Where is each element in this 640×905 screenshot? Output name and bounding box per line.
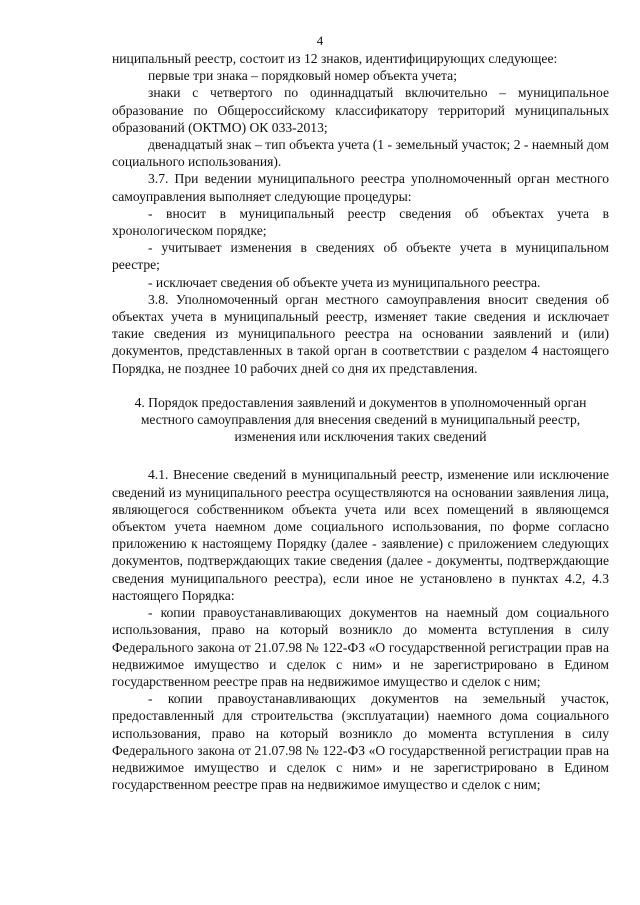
paragraph-4-1: 4.1. Внесение сведений в муниципальный реестр, изменение или исключение сведений из муниципального реестра осуществляются на основании заявления лица, являющегося собственником объекта учета или всех помещений в являющемся объектом учета наемном доме социального использования, по форме согласно приложению к настоящему Порядку (далее - заявление) с приложением следующих документов, подтверждающих такие сведения (далее - документы, подтверждающие сведения муниципального реестра), если иное не установлено в пунктах 4.2, 4.3 настоящего Порядка: bbox=[112, 467, 609, 603]
spacer bbox=[112, 445, 609, 466]
list-item: - учитывает изменения в сведениях об объекте учета в муниципальном реестре; bbox=[112, 240, 609, 273]
section-heading: 4. Порядок предоставления заявлений и документов в уполномоченный орган местного самоуправления для внесения сведений в муниципальный реестр, изменения или исключения таких сведений bbox=[134, 394, 587, 445]
list-item: - копии правоустанавливающих документов на земельный участок, предоставленный для строительства (эксплуатации) наемного дома социального использования, право на который возникло до момента вступления в силу Федерального закона от 21.07.98 № 122-ФЗ «О государственной регистрации прав на недвижимое имущество и сделок с ним» и не зарегистрировано в Едином государственном реестре прав на недвижимое имущество и сделок с ним; bbox=[112, 691, 609, 793]
document-body bbox=[112, 50, 609, 793]
paragraph: ниципальный реестр, состоит из 12 знаков, идентифицирующих следующее: bbox=[112, 51, 558, 66]
list-item: - исключает сведения об объекте учета из муниципального реестра. bbox=[148, 274, 541, 290]
paragraph-3-7: 3.7. При ведении муниципального реестра уполномоченный орган местного самоуправления выполняет следующие процедуры: bbox=[112, 171, 609, 204]
spacer bbox=[112, 377, 609, 394]
paragraph: первые три знака – порядковый номер объекта учета; bbox=[148, 68, 457, 84]
page-number: 4 bbox=[316, 33, 324, 48]
list-item: - вносит в муниципальный реестр сведения об объектах учета в хронологическом порядке; bbox=[112, 205, 609, 239]
list-item: - копии правоустанавливающих документов на наемный дом социального использования, право на который возникло до момента вступления в силу Федерального закона от 21.07.98 № 122-ФЗ «О государственной регистрации прав на недвижимое имущество и сделок с ним» и не зарегистрировано в Едином государственном реестре прав на недвижимое имущество и сделок с ним; bbox=[112, 605, 609, 689]
paragraph: знаки с четвертого по одиннадцатый включительно – муниципальное образование по Общероссийскому классификатору территорий муниципальных образований (ОКТМО) ОК 033-2013; bbox=[112, 85, 609, 135]
paragraph: двенадцатый знак – тип объекта учета (1 - земельный участок; 2 - наемный дом социального использования). bbox=[112, 137, 609, 170]
paragraph-3-8: 3.8. Уполномоченный орган местного самоуправления вносит сведения об объектах учета в муниципальный реестр, изменяет такие сведения и исключает такие сведения из муниципального реестра на основании заявлений и (или) документов, представленных в такой орган в соответствии с разделом 4 настоящего Порядка, не позднее 10 рабочих дней со дня их представления. bbox=[112, 291, 609, 376]
